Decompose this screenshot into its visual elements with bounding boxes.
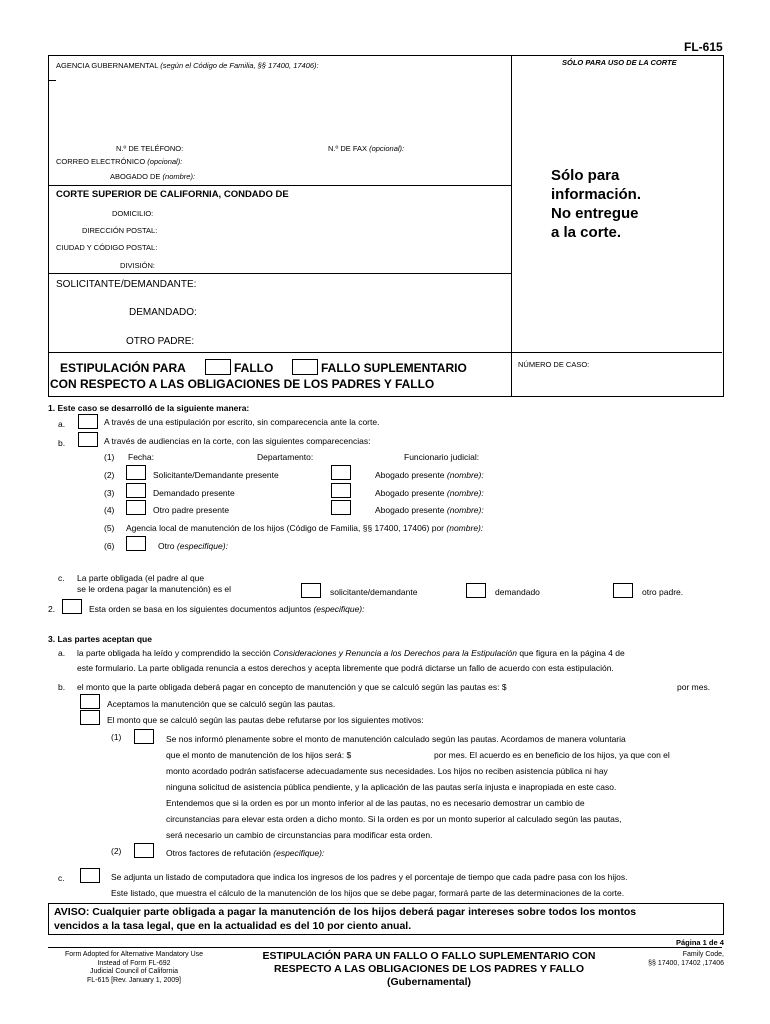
respondent-attorney-checkbox[interactable] xyxy=(331,483,351,498)
item1b-text: A través de audiencias en la corte, con las siguientes comparecencias: xyxy=(104,436,371,446)
branch-label: DIVISIÓN: xyxy=(120,261,156,270)
item3c-checkbox[interactable] xyxy=(80,868,100,883)
rebuttal-1-amount-text: que el monto de manutención de los hijos será: $ xyxy=(166,750,352,760)
obligated-party-text: La parte obligada (el padre al que se le ordena pagar la manutención) es el xyxy=(77,573,232,594)
rebut-guideline-checkbox[interactable] xyxy=(80,710,100,725)
obligor-respondent-checkbox[interactable] xyxy=(466,583,486,598)
mailing-label: DIRECCIÓN POSTAL: xyxy=(82,226,158,235)
item1-heading: 1. Este caso se desarrolló de la siguiente manera: xyxy=(48,403,250,413)
fax-label: N.º DE FAX (opcional): xyxy=(328,144,405,153)
court-use-label: SÓLO PARA USO DE LA CORTE xyxy=(562,58,677,67)
form-id: FL-615 xyxy=(684,40,723,54)
obligor-other-parent-label: otro padre. xyxy=(642,587,684,597)
item3a-line2: este formulario. La parte obligada renuncia a estos derechos y acepta libremente que podrá dictarse un fallo de acuerdo con esta estipulación. xyxy=(77,663,614,673)
other-parent-attorney-checkbox[interactable] xyxy=(331,500,351,515)
item3a-line1: la parte obligada ha leído y comprendido la sección Consideraciones y Renuncia a los Derechos para la Estipulación que figura en la página 4 de xyxy=(77,648,625,658)
obligor-petitioner-checkbox[interactable] xyxy=(301,583,321,598)
judgment-checkbox[interactable] xyxy=(205,359,231,375)
item1b-checkbox[interactable] xyxy=(78,432,98,447)
interest-notice-line1: AVISO: Cualquier parte obligada a pagar la manutención de los hijos deberá pagar intereses sobre todos los montos xyxy=(54,906,637,918)
other-parent-label: OTRO PADRE: xyxy=(126,336,195,347)
case-number-label: NÚMERO DE CASO: xyxy=(518,360,590,369)
accept-guideline-checkbox[interactable] xyxy=(80,694,100,709)
other-appearance-checkbox[interactable] xyxy=(126,536,146,551)
guideline-amount-text: el monto que la parte obligada deberá pagar en concepto de manutención y que se calculó según las pautas es: $ xyxy=(77,682,507,692)
agency-label: AGENCIA GUBERNAMENTAL (según el Código de Familia, §§ 17400, 17406): xyxy=(56,61,319,70)
respondent-label: DEMANDADO: xyxy=(129,307,197,318)
footer-form-title: ESTIPULACIÓN PARA UN FALLO O FALLO SUPLEMENTARIO CON RESPECTO A LAS OBLIGACIONES DE LOS PADRES Y FALLO (Gubernamental) xyxy=(262,950,596,988)
other-parent-present-checkbox[interactable] xyxy=(126,500,146,515)
item3c-line1: Se adjunta un listado de computadora que indica los ingresos de los padres y el porcentaje de tiempo que cada padre pasa con los hijos. xyxy=(111,872,628,882)
rebuttal-1-line1: Se nos informó plenamente sobre el monto de manutención calculado según las pautas. Acordamos de manera voluntaria xyxy=(166,734,626,744)
item2-checkbox[interactable] xyxy=(62,599,82,614)
footer-adoption-info: Form Adopted for Alternative Mandatory Use Instead of Form FL-692 Judicial Council of California FL-615 [Rev. January 1, 2009] xyxy=(64,951,204,984)
petitioner-attorney-checkbox[interactable] xyxy=(331,465,351,480)
supplemental-judgment-checkbox[interactable] xyxy=(292,359,318,375)
interest-notice-line2: vencidos a la tasa legal, que en la actualidad es del 10 por ciento anual. xyxy=(54,920,412,932)
obligor-respondent-label: demandado xyxy=(495,587,540,597)
other-parent-present-label: Otro padre presente xyxy=(153,505,230,515)
city-zip-label: CIUDAD Y CÓDIGO POSTAL: xyxy=(56,243,158,252)
obligor-petitioner-label: solicitante/demandante xyxy=(330,587,418,597)
other-parent-attorney-label: Abogado presente (nombre): xyxy=(375,505,484,515)
item1a-text: A través de una estipulación por escrito, sin comparecencia ante la corte. xyxy=(104,417,380,427)
attorney-label: ABOGADO DE (nombre): xyxy=(110,172,196,181)
respondent-present-checkbox[interactable] xyxy=(126,483,146,498)
title-stipulation: ESTIPULACIÓN PARA xyxy=(60,361,186,375)
court-use-divider xyxy=(511,55,512,396)
email-label: CORREO ELECTRÓNICO (opcional): xyxy=(56,157,183,166)
agency-present-label: Agencia local de manutención de los hijos (Código de Familia, §§ 17400, 17406) por (nombre): xyxy=(126,523,484,533)
respondent-present-label: Demandado presente xyxy=(153,488,235,498)
department-label: Departamento: xyxy=(257,452,314,462)
footer-legal-citation: Family Code, §§ 17400, 17402 ,17406 xyxy=(648,951,724,967)
supplemental-judgment-option: FALLO SUPLEMENTARIO xyxy=(321,361,467,375)
information-only-notice: Sólo para información. No entregue a la corte. xyxy=(551,167,642,241)
title-line-2: CON RESPECTO A LAS OBLIGACIONES DE LOS PADRES Y FALLO xyxy=(50,377,435,391)
phone-label: N.º DE TELÉFONO: xyxy=(116,144,184,153)
petitioner-present-label: Solicitante/Demandante presente xyxy=(153,470,279,480)
per-month-label: por mes. xyxy=(677,682,711,692)
rebuttal-2-checkbox[interactable] xyxy=(134,843,154,858)
petitioner-label: SOLICITANTE/DEMANDANTE: xyxy=(56,279,197,290)
domicile-label: DOMICILIO: xyxy=(112,209,154,218)
judgment-option: FALLO xyxy=(234,361,274,375)
item3-heading: 3. Las partes aceptan que xyxy=(48,634,152,644)
page-number: Página 1 de 4 xyxy=(676,938,724,947)
judicial-officer-label: Funcionario judicial: xyxy=(404,452,480,462)
rebuttal-1-amount-post: por mes. El acuerdo es en beneficio de los hijos, ya que con el xyxy=(434,750,670,760)
rebuttal-2-label: Otros factores de refutación (especifique): xyxy=(166,848,325,858)
obligor-other-parent-checkbox[interactable] xyxy=(613,583,633,598)
court-title: CORTE SUPERIOR DE CALIFORNIA, CONDADO DE xyxy=(56,189,289,200)
rebut-guideline-label: El monto que se calculó según las pautas debe refutarse por los siguientes motivos: xyxy=(107,715,424,725)
petitioner-attorney-label: Abogado presente (nombre): xyxy=(375,470,484,480)
other-appearance-label: Otro (especifique): xyxy=(158,541,228,551)
item2-text: Esta orden se basa en los siguientes documentos adjuntos (especifique): xyxy=(89,604,365,614)
accept-guideline-label: Aceptamos la manutención que se calculó según las pautas. xyxy=(107,699,336,709)
respondent-attorney-label: Abogado presente (nombre): xyxy=(375,488,484,498)
rebuttal-1-checkbox[interactable] xyxy=(134,729,154,744)
item3c-line2: Este listado, que muestra el cálculo de la manutención de los hijos que se debe pagar, formará parte de las determinaciones de la corte. xyxy=(111,888,625,898)
hearing-date-label: Fecha: xyxy=(128,452,154,462)
item1a-checkbox[interactable] xyxy=(78,414,98,429)
petitioner-present-checkbox[interactable] xyxy=(126,465,146,480)
